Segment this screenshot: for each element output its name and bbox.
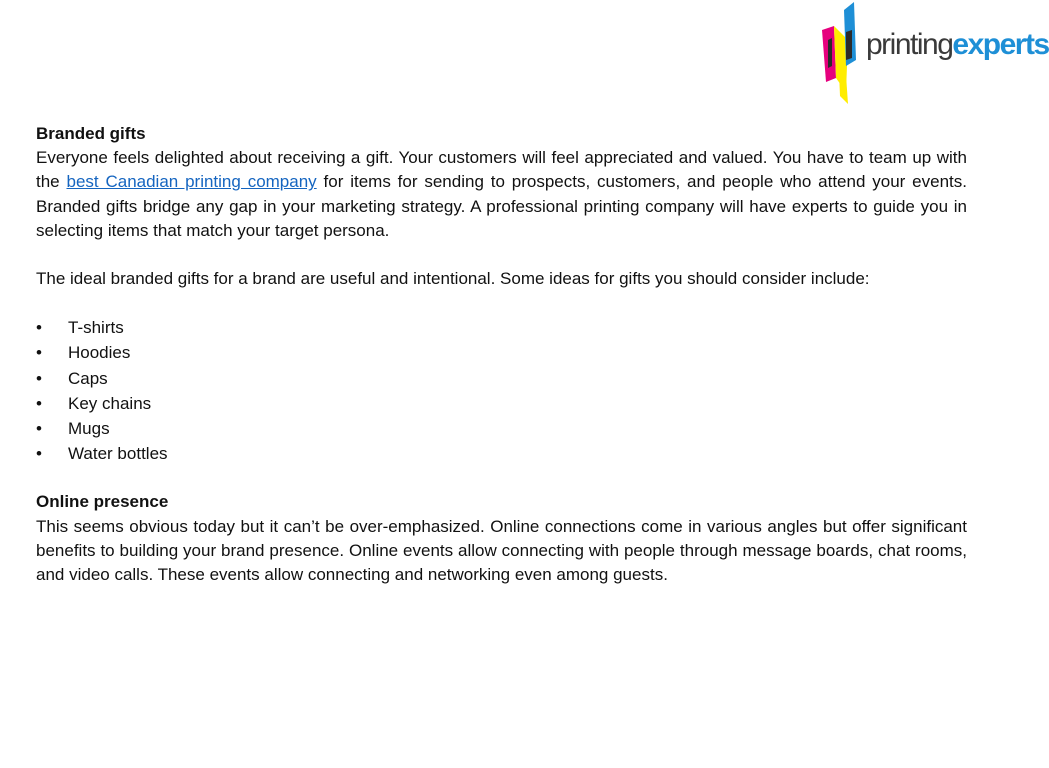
list-item bbox=[36, 340, 967, 365]
bullet-icon: • bbox=[36, 343, 42, 363]
bullet-icon: • bbox=[36, 444, 42, 464]
logo-wordmark bbox=[866, 30, 1049, 60]
list-item bbox=[36, 315, 967, 340]
spacer bbox=[36, 243, 967, 267]
list-item bbox=[36, 391, 967, 416]
bullet-icon: • bbox=[36, 418, 42, 438]
logo-word-printing: printing bbox=[866, 28, 953, 61]
logo-word-experts: experts bbox=[952, 28, 1049, 61]
list-item bbox=[36, 416, 967, 441]
paragraph-online-presence: This seems obvious today but it can’t be over-emphasized. Online connections come in various angles but offer significant benefits to building your brand presence. Online events allow connecting with people through message boards, chat rooms, and video calls. These events allow connecting and networking even among guests. bbox=[36, 516, 967, 584]
bullet-icon: • bbox=[36, 368, 42, 388]
heading-branded-gifts: Branded gifts bbox=[36, 124, 146, 143]
list-item-label: Key chains bbox=[68, 393, 152, 413]
best-canadian-printing-company-link[interactable]: best Canadian printing company bbox=[66, 172, 317, 192]
list-item-label: Mugs bbox=[68, 418, 110, 438]
printingexperts-logo bbox=[818, 0, 1049, 108]
paragraph-ideas: The ideal branded gifts for a brand are useful and intentional. Some ideas for gifts you should consider include: bbox=[36, 269, 870, 289]
bullet-icon: • bbox=[36, 393, 42, 413]
bullet-icon: • bbox=[36, 318, 42, 338]
paragraph-intro bbox=[36, 146, 967, 243]
list-item-label: Water bottles bbox=[68, 444, 168, 464]
heading-online-presence: Online presence bbox=[36, 492, 169, 512]
list-item-label: Hoodies bbox=[68, 343, 131, 363]
paragraph-intro-text-1: Everyone feels delighted about receiving a gift. Your customers will feel appreciated and valued. You have to team up with the bbox=[36, 148, 967, 192]
paragraph-intro-text-2: for items for sending to prospects, customers, and people who attend your events. Branded gifts bridge any gap in your marketing strategy. A professional printing company will have experts to guide you in selecting items that match your target persona. bbox=[36, 172, 967, 240]
list-item-label: Caps bbox=[68, 368, 108, 388]
list-item bbox=[36, 441, 967, 466]
list-item-label: T-shirts bbox=[68, 318, 124, 338]
gift-ideas-list bbox=[36, 315, 967, 466]
list-item bbox=[36, 366, 967, 391]
spacer bbox=[36, 466, 967, 490]
logo-mark-icon bbox=[818, 0, 866, 108]
spacer bbox=[36, 291, 967, 315]
article-body bbox=[36, 122, 967, 587]
